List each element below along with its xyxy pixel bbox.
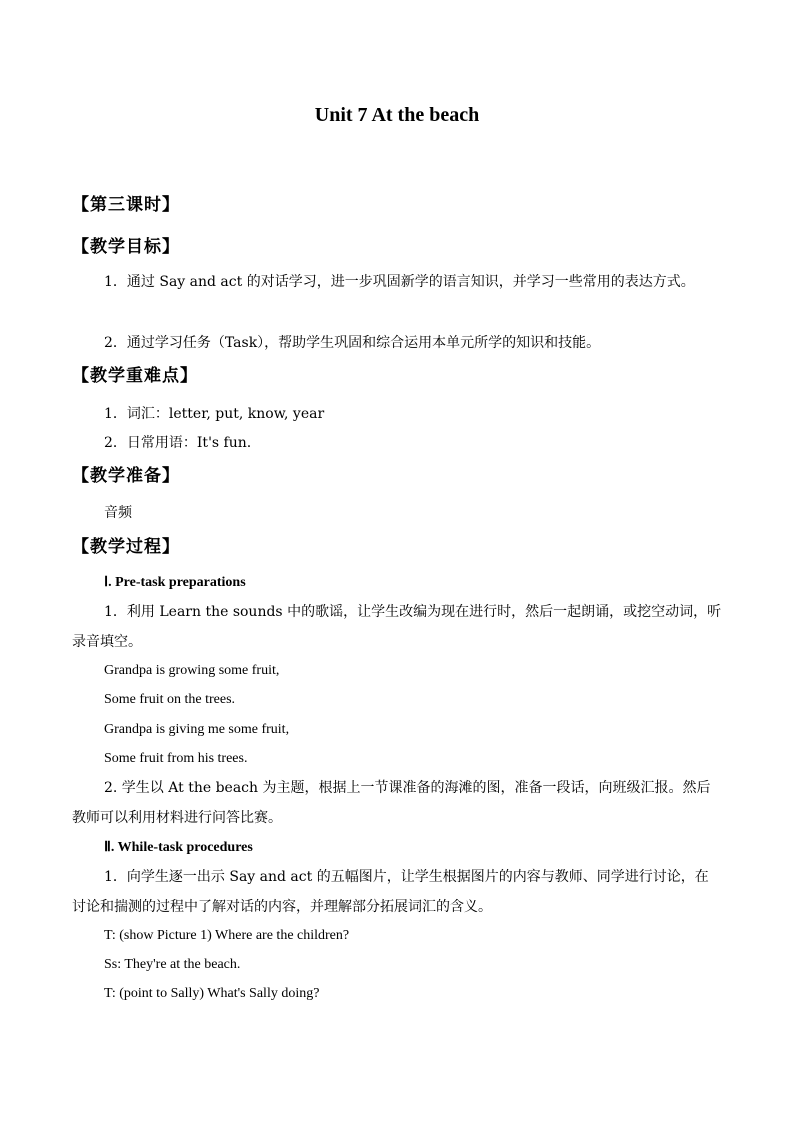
key-points-heading: 【教学重难点】 xyxy=(72,366,198,386)
objectives-heading: 【教学目标】 xyxy=(72,237,180,257)
dialogue-line-1: T: (show Picture 1) Where are the children? xyxy=(104,928,350,943)
while-task-title: Ⅱ. While-task procedures xyxy=(104,840,253,855)
lyric-line-3: Grandpa is giving me some fruit, xyxy=(104,722,290,737)
objective-item-1: 1．通过 Say and act 的对话学习，进一步巩固新学的语言知识，并学习一些常用的表达方式。 xyxy=(104,274,695,290)
preparation-heading: 【教学准备】 xyxy=(72,466,180,486)
pre-task-step-1: 1．利用 Learn the sounds 中的歌谣，让学生改编为现在进行时，然后一起朗诵，或挖空动词，听录音填空。 xyxy=(72,604,722,650)
while-task-step-1: 1．向学生逐一出示 Say and act 的五幅图片，让学生根据图片的内容与教师、同学进行讨论，在讨论和揣测的过程中了解对话的内容，并理解部分拓展词汇的含义。 xyxy=(72,869,709,915)
key-point-item-2: 2．日常用语：It's fun. xyxy=(104,435,252,451)
dialogue-line-3: T: (point to Sally) What's Sally doing? xyxy=(104,986,320,1001)
lesson-label: 【第三课时】 xyxy=(72,195,180,215)
pre-task-step-2: 2. 学生以 At the beach 为主题，根据上一节课准备的海滩的图，准备一段话，向班级汇报。然后教师可以利用材料进行问答比赛。 xyxy=(72,780,711,826)
key-point-item-1: 1．词汇：letter, put, know, year xyxy=(104,406,325,422)
objective-item-2: 2．通过学习任务（Task），帮助学生巩固和综合运用本单元所学的知识和技能。 xyxy=(104,335,601,351)
page-title: Unit 7 At the beach xyxy=(314,104,480,126)
dialogue-line-2: Ss: They're at the beach. xyxy=(104,957,241,972)
pre-task-title: Ⅰ. Pre-task preparations xyxy=(104,575,246,590)
lyric-line-4: Some fruit from his trees. xyxy=(104,751,248,766)
lyric-line-2: Some fruit on the trees. xyxy=(104,692,236,707)
process-heading: 【教学过程】 xyxy=(72,537,180,557)
preparation-content: 音频 xyxy=(104,505,132,521)
lyric-line-1: Grandpa is growing some fruit, xyxy=(104,663,280,678)
